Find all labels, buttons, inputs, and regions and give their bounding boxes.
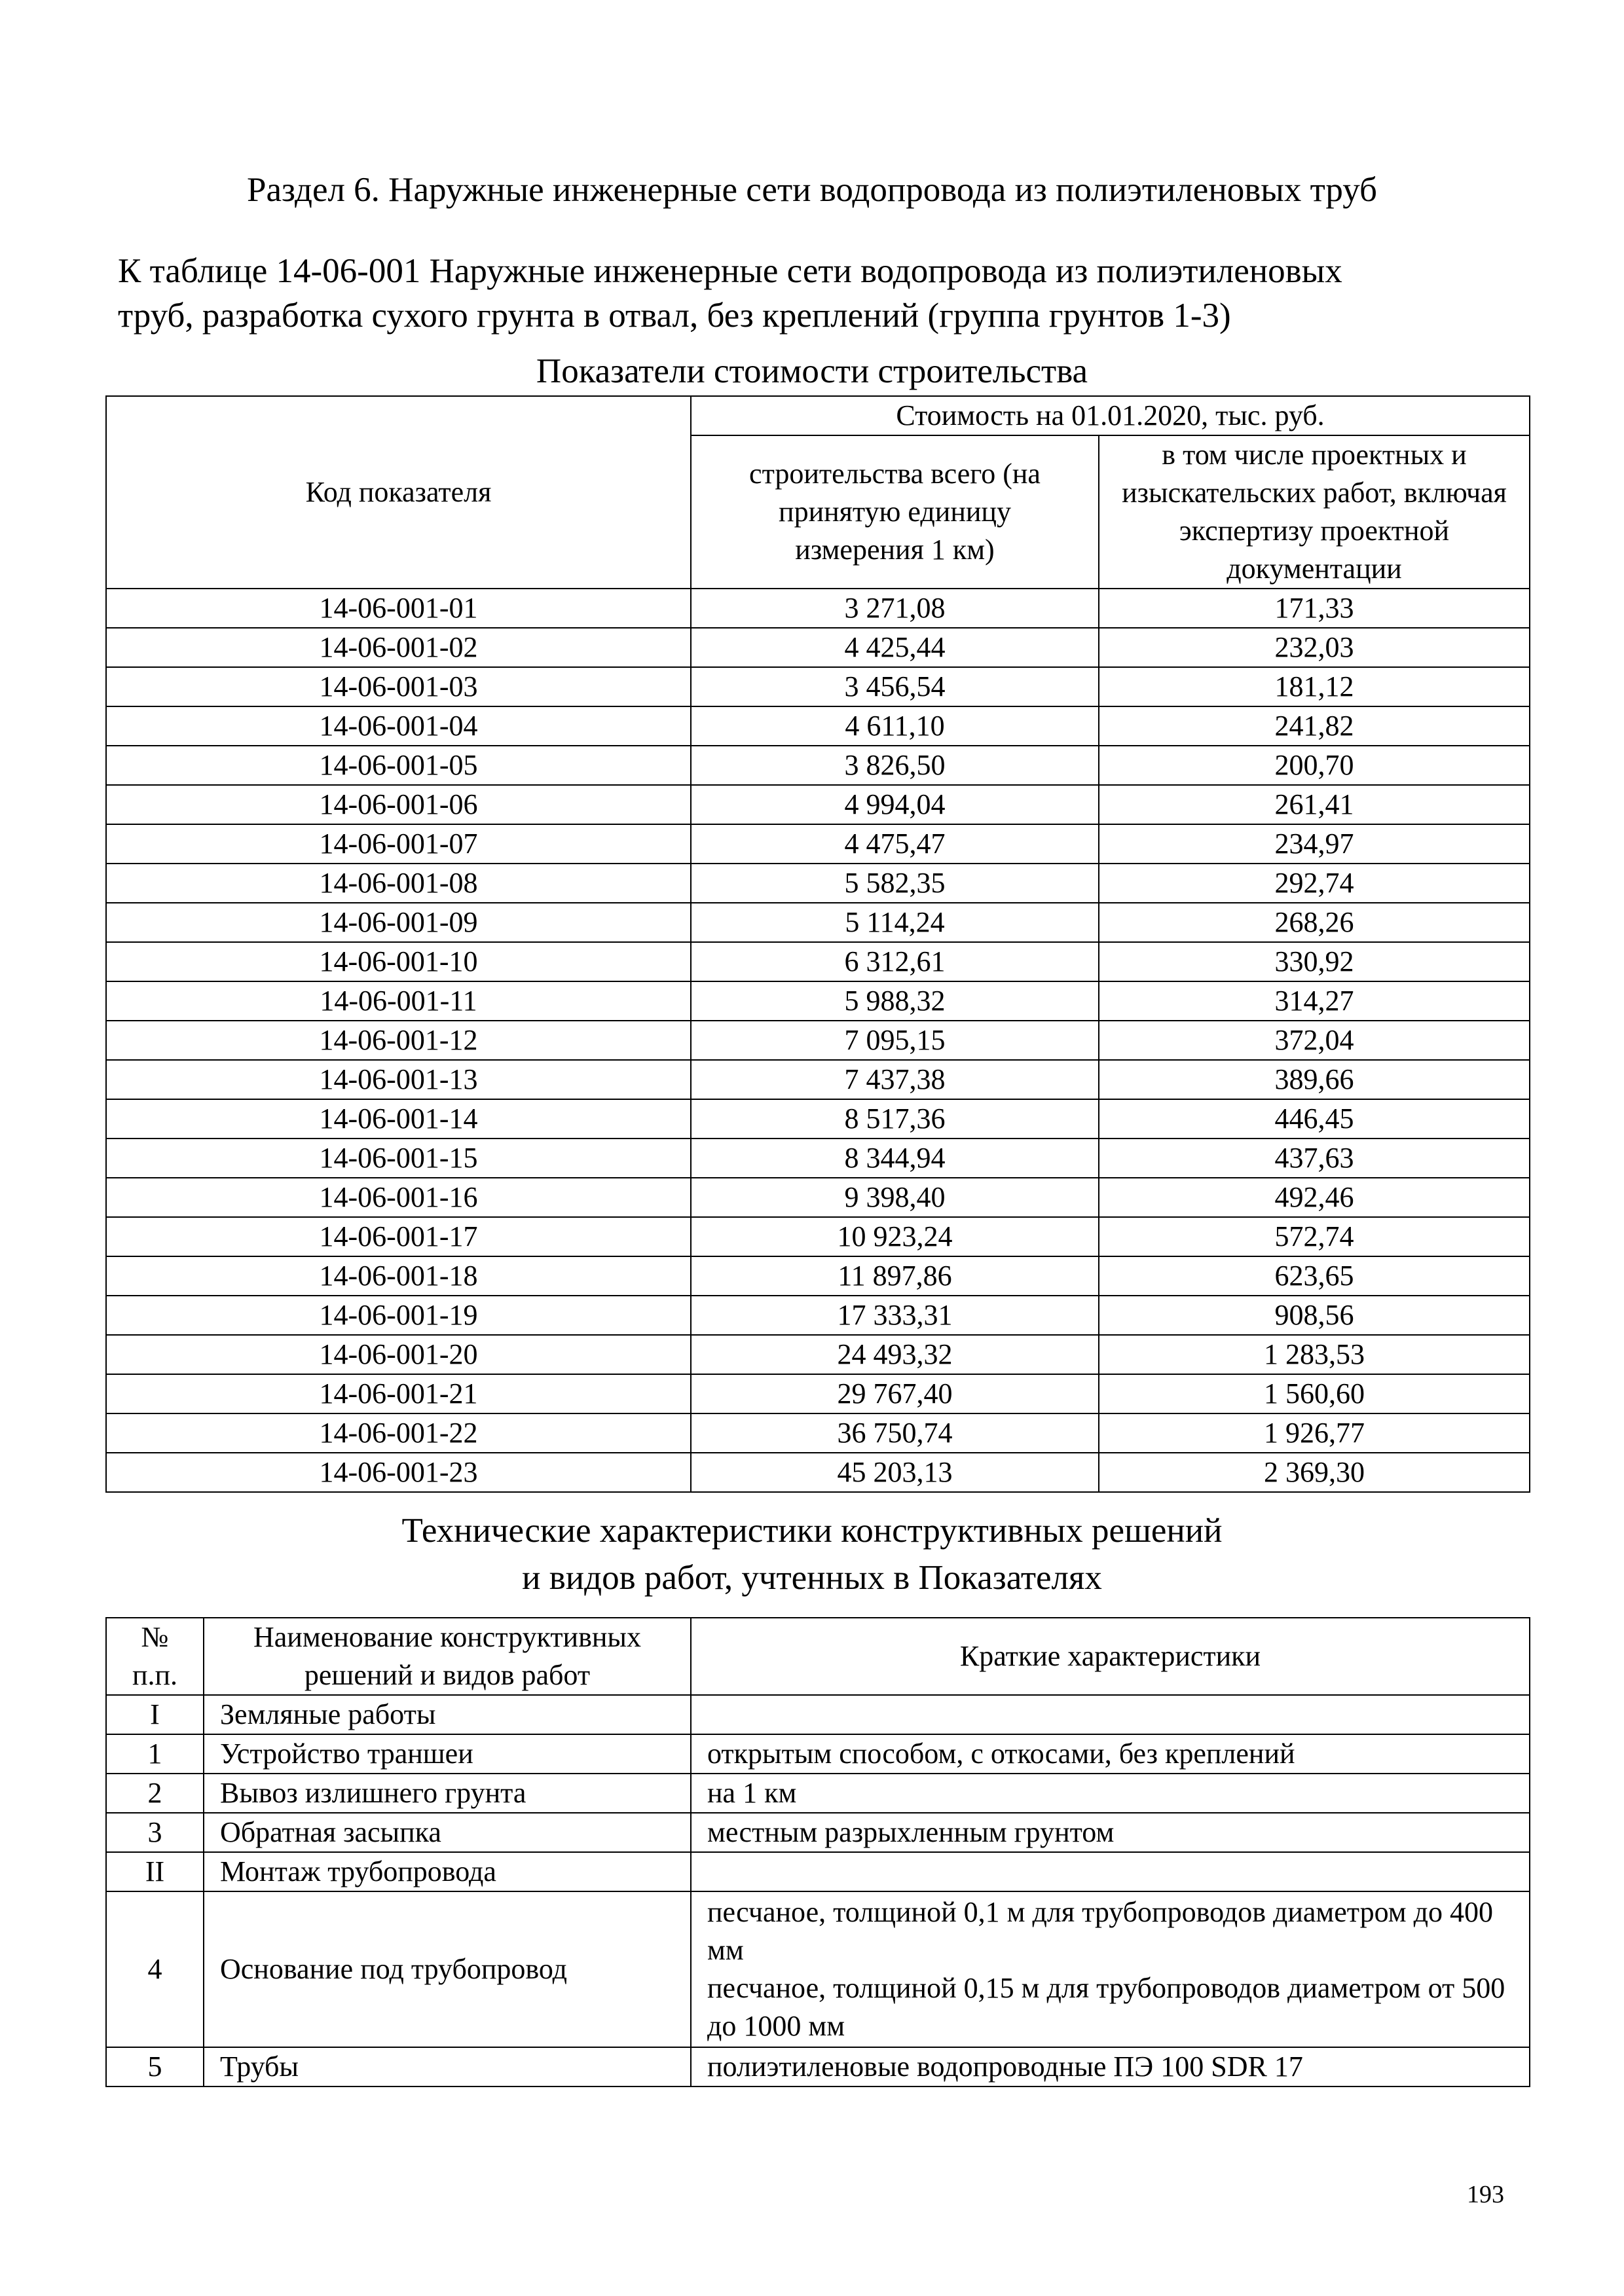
cell-design: 572,74 [1099, 1217, 1530, 1256]
table-row [106, 1296, 1530, 1335]
cell-design: 181,12 [1099, 667, 1530, 706]
cell-code: 14-06-001-04 [106, 706, 691, 746]
cell-name: Земляные работы [204, 1695, 691, 1734]
table-row [106, 1413, 1530, 1453]
cell-description: открытым способом, с откосами, без креплений [691, 1734, 1530, 1774]
tech-title-line-1: Технические характеристики конструктивных решений [401, 1512, 1223, 1550]
cell-description [691, 1852, 1530, 1891]
cell-number: 3 [106, 1813, 204, 1852]
cell-code: 14-06-001-05 [106, 746, 691, 785]
tech-table-title [105, 1507, 1519, 1601]
description-line: песчаное, толщиной 0,1 м для трубопроводов диаметром до 400 мм [707, 1896, 1493, 1966]
table-reference-line-1: К таблице 14-06-001 Наружные инженерные сети водопровода из полиэтиленовых [118, 252, 1342, 290]
cell-name: Вывоз излишнего грунта [204, 1774, 691, 1813]
cell-total: 5 582,35 [691, 864, 1099, 903]
cell-design: 241,82 [1099, 706, 1530, 746]
cost-table-title: Показатели стоимости строительства [536, 352, 1088, 390]
table-row [106, 1852, 1530, 1891]
header-code: Код показателя [106, 396, 691, 589]
cell-total: 4 994,04 [691, 785, 1099, 824]
cell-design: 908,56 [1099, 1296, 1530, 1335]
table-reference-heading [118, 249, 1519, 338]
table-row [106, 667, 1530, 706]
cell-total: 4 611,10 [691, 706, 1099, 746]
cell-code: 14-06-001-15 [106, 1139, 691, 1178]
table-row [106, 1774, 1530, 1813]
cell-design: 200,70 [1099, 746, 1530, 785]
cell-code: 14-06-001-01 [106, 589, 691, 628]
cell-total: 3 826,50 [691, 746, 1099, 785]
cell-total: 7 095,15 [691, 1021, 1099, 1060]
cell-number: II [106, 1852, 204, 1891]
table-row [106, 1374, 1530, 1413]
cell-number: I [106, 1695, 204, 1734]
cell-total: 5 988,32 [691, 981, 1099, 1021]
cell-number: 5 [106, 2047, 204, 2086]
cell-code: 14-06-001-07 [106, 824, 691, 864]
cell-total: 10 923,24 [691, 1217, 1099, 1256]
cell-total: 45 203,13 [691, 1453, 1099, 1492]
section-title: Раздел 6. Наружные инженерные сети водопровода из полиэтиленовых труб [247, 171, 1377, 209]
cell-code: 14-06-001-03 [106, 667, 691, 706]
table-row [106, 589, 1530, 628]
cell-design: 292,74 [1099, 864, 1530, 903]
cell-description [691, 1695, 1530, 1734]
cell-code: 14-06-001-02 [106, 628, 691, 667]
tech-title-line-2: и видов работ, учтенных в Показателях [522, 1559, 1102, 1597]
header-number: № п.п. [106, 1618, 204, 1695]
cell-design: 314,27 [1099, 981, 1530, 1021]
cell-name: Монтаж трубопровода [204, 1852, 691, 1891]
cell-code: 14-06-001-20 [106, 1335, 691, 1374]
cell-code: 14-06-001-17 [106, 1217, 691, 1256]
cell-code: 14-06-001-12 [106, 1021, 691, 1060]
table-row [106, 1891, 1530, 2047]
cell-design: 492,46 [1099, 1178, 1530, 1217]
cell-total: 9 398,40 [691, 1178, 1099, 1217]
header-name: Наименование конструктивных решений и видов работ [204, 1618, 691, 1695]
cell-design: 268,26 [1099, 903, 1530, 942]
cell-code: 14-06-001-13 [106, 1060, 691, 1099]
cell-total: 8 517,36 [691, 1099, 1099, 1139]
cell-description: на 1 км [691, 1774, 1530, 1813]
cell-total: 3 271,08 [691, 589, 1099, 628]
table-row [106, 1139, 1530, 1178]
table-reference-line-2: труб, разработка сухого грунта в отвал, без креплений (группа грунтов 1-3) [118, 297, 1231, 335]
cell-total: 6 312,61 [691, 942, 1099, 981]
table-row [106, 706, 1530, 746]
cell-total: 36 750,74 [691, 1413, 1099, 1453]
cell-description: полиэтиленовые водопроводные ПЭ 100 SDR 17 [691, 2047, 1530, 2086]
cell-design: 2 369,30 [1099, 1453, 1530, 1492]
table-row [106, 903, 1530, 942]
table-row [106, 1021, 1530, 1060]
table-row [106, 1099, 1530, 1139]
table-row [106, 1695, 1530, 1734]
table-row [106, 628, 1530, 667]
cell-total: 29 767,40 [691, 1374, 1099, 1413]
cell-code: 14-06-001-08 [106, 864, 691, 903]
cell-total: 4 475,47 [691, 824, 1099, 864]
cell-design: 171,33 [1099, 589, 1530, 628]
cell-code: 14-06-001-10 [106, 942, 691, 981]
cell-total: 4 425,44 [691, 628, 1099, 667]
cell-total: 3 456,54 [691, 667, 1099, 706]
cell-design: 446,45 [1099, 1099, 1530, 1139]
cell-code: 14-06-001-18 [106, 1256, 691, 1296]
table-row [106, 1178, 1530, 1217]
cell-design: 232,03 [1099, 628, 1530, 667]
table-row [106, 1060, 1530, 1099]
header-cost-group: Стоимость на 01.01.2020, тыс. руб. [691, 396, 1530, 435]
cost-indicators-table [105, 395, 1530, 1493]
cell-design: 1 283,53 [1099, 1335, 1530, 1374]
table-row [106, 864, 1530, 903]
cell-code: 14-06-001-21 [106, 1374, 691, 1413]
cell-description: местным разрыхленным грунтом [691, 1813, 1530, 1852]
header-construction-total: строительства всего (на принятую единицу измерения 1 км) [691, 435, 1099, 589]
cell-number: 4 [106, 1891, 204, 2047]
tech-characteristics-table [105, 1617, 1530, 2087]
cell-design: 261,41 [1099, 785, 1530, 824]
cell-number: 1 [106, 1734, 204, 1774]
cell-code: 14-06-001-14 [106, 1099, 691, 1139]
cell-number: 2 [106, 1774, 204, 1813]
cell-name: Трубы [204, 2047, 691, 2086]
table-row [106, 785, 1530, 824]
table-row [106, 2047, 1530, 2086]
cell-design: 1 560,60 [1099, 1374, 1530, 1413]
cell-design: 372,04 [1099, 1021, 1530, 1060]
cell-design: 623,65 [1099, 1256, 1530, 1296]
cell-code: 14-06-001-16 [106, 1178, 691, 1217]
cell-name: Основание под трубопровод [204, 1891, 691, 2047]
cell-design: 234,97 [1099, 824, 1530, 864]
header-design-works: в том числе проектных и изыскательских работ, включая экспертизу проектной документации [1099, 435, 1530, 589]
table-row [106, 942, 1530, 981]
cell-code: 14-06-001-06 [106, 785, 691, 824]
table-row [106, 1217, 1530, 1256]
cell-code: 14-06-001-23 [106, 1453, 691, 1492]
table-row [106, 1256, 1530, 1296]
cell-design: 1 926,77 [1099, 1413, 1530, 1453]
table-row [106, 824, 1530, 864]
cell-description [691, 1891, 1530, 2047]
page-number: 193 [1467, 2181, 1504, 2208]
cell-total: 8 344,94 [691, 1139, 1099, 1178]
cell-code: 14-06-001-09 [106, 903, 691, 942]
table-row [106, 1734, 1530, 1774]
cell-design: 330,92 [1099, 942, 1530, 981]
header-description: Краткие характеристики [691, 1618, 1530, 1695]
cell-total: 24 493,32 [691, 1335, 1099, 1374]
cell-total: 11 897,86 [691, 1256, 1099, 1296]
table-row [106, 1453, 1530, 1492]
cell-code: 14-06-001-19 [106, 1296, 691, 1335]
table-row [106, 1335, 1530, 1374]
table-row [106, 981, 1530, 1021]
cell-total: 7 437,38 [691, 1060, 1099, 1099]
cell-total: 17 333,31 [691, 1296, 1099, 1335]
cell-total: 5 114,24 [691, 903, 1099, 942]
cell-code: 14-06-001-22 [106, 1413, 691, 1453]
description-line: песчаное, толщиной 0,15 м для трубопроводов диаметром от 500 до 1000 мм [707, 1972, 1505, 2042]
cell-name: Устройство траншеи [204, 1734, 691, 1774]
cell-design: 389,66 [1099, 1060, 1530, 1099]
cell-design: 437,63 [1099, 1139, 1530, 1178]
cell-code: 14-06-001-11 [106, 981, 691, 1021]
table-row [106, 746, 1530, 785]
cell-name: Обратная засыпка [204, 1813, 691, 1852]
table-row [106, 1813, 1530, 1852]
